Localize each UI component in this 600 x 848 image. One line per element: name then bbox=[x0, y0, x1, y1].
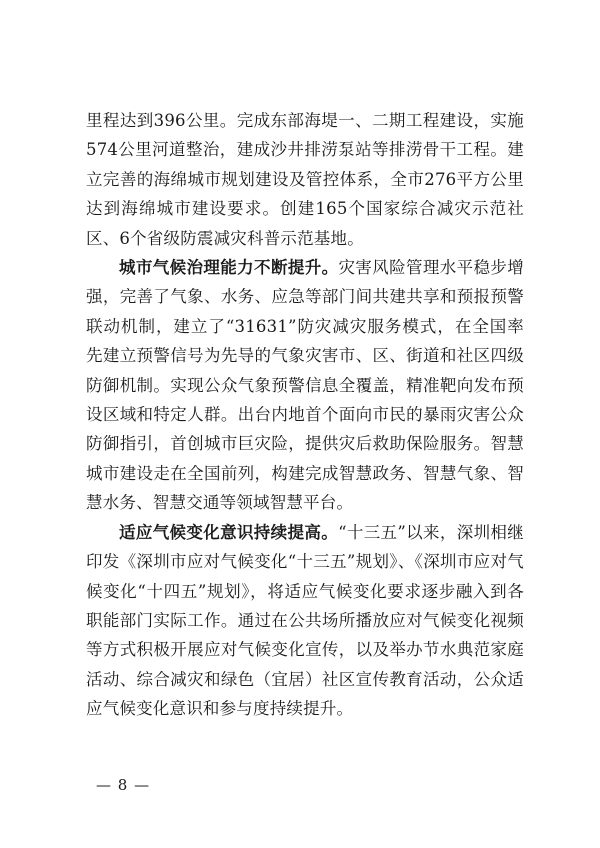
paragraph-adaptation-awareness bbox=[86, 518, 524, 724]
page-number: — 8 — bbox=[96, 776, 151, 794]
body-text bbox=[86, 106, 524, 724]
paragraph-text: 灾害风险管理水平稳步增强，完善了气象、水务、应急等部门间共建共享和预报预警联动机制，建立了“31631”防灾减灾服务模式，在全国率先建立预警信号为先导的气象灾害市、区、街道和社区四级防御机制。实现公众气象预警信息全覆盖，精准靶向发布预设区域和特定人群。出台内地首个面向市民的暴雨灾害公众防御指引，首创城市巨灾险，提供灾后救助保险服务。智慧城市建设走在全国前列，构建完成智慧政务、智慧气象、智慧水务、智慧交通等领域智慧平台。 bbox=[86, 258, 524, 513]
paragraph-continued bbox=[86, 106, 524, 253]
paragraph-text: 里程达到396公里。完成东部海堤一、二期工程建设，实施574公里河道整治，建成沙井排涝泵站等排涝骨干工程。建立完善的海绵城市规划建设及管控体系，全市276平方公里达到海绵城市建设要求。创建165个国家综合减灾示范社区、6个省级防震减灾科普示范基地。 bbox=[86, 111, 524, 248]
paragraph-lead-heading: 适应气候变化意识持续提高。 bbox=[119, 522, 339, 542]
paragraph-text: “十三五”以来，深圳相继印发《深圳市应对气候变化“十三五”规划》、《深圳市应对气候变化“十四五”规划》，将适应气候变化要求逐步融入到各职能部门实际工作。通过在公共场所播放应对气候变化视频等方式积极开展应对气候变化宣传，以及举办节水典范家庭活动、综合减灾和绿色（宜居）社区宣传教育活动，公众适应气候变化意识和参与度持续提升。 bbox=[86, 522, 524, 719]
paragraph-lead-heading: 城市气候治理能力不断提升。 bbox=[119, 258, 339, 278]
paragraph-climate-governance bbox=[86, 253, 524, 518]
